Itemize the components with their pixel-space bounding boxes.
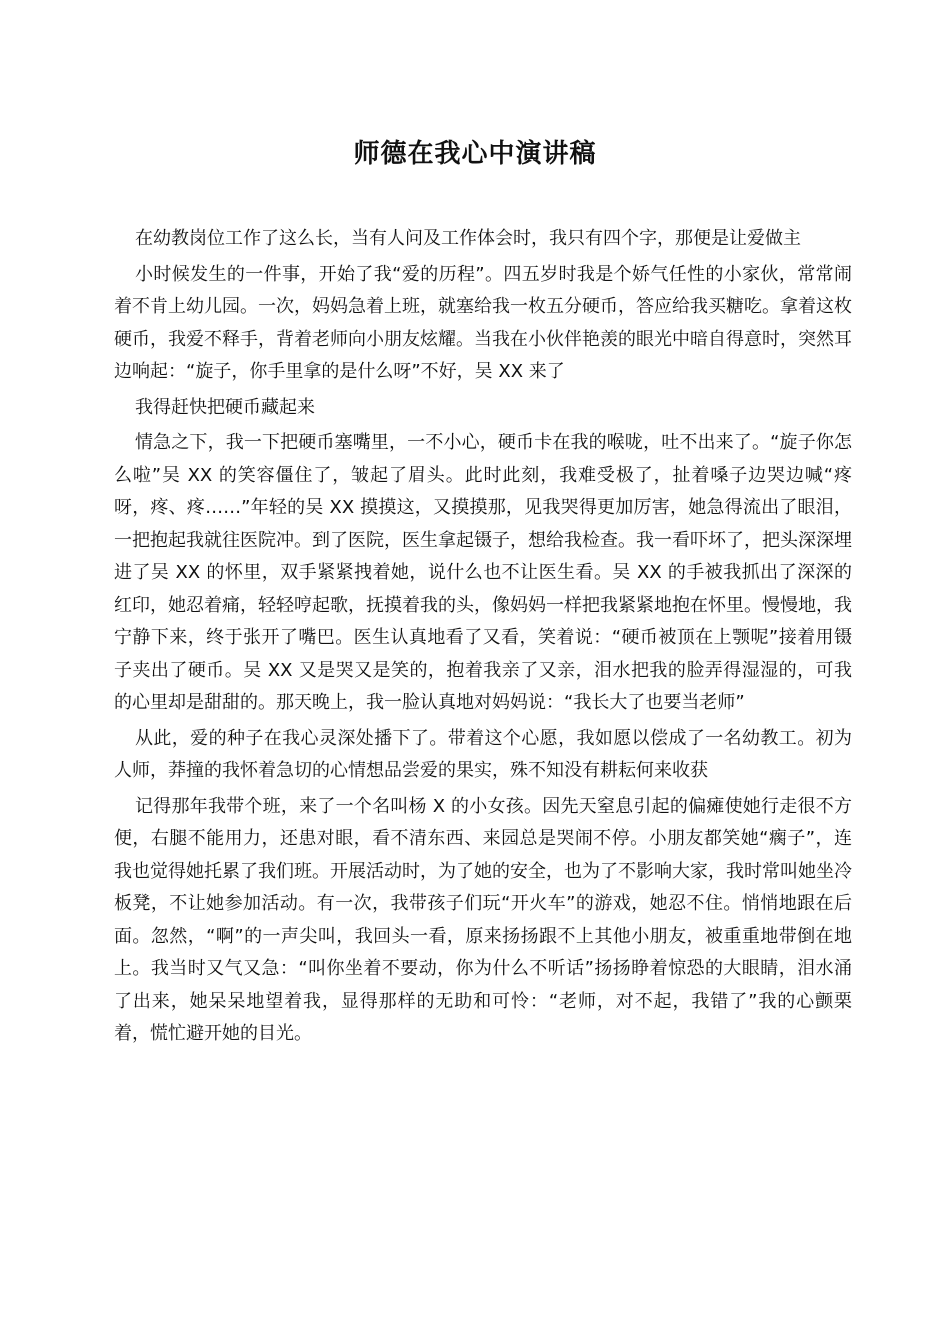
paragraph: 小时候发生的一件事，开始了我“爱的历程”。四五岁时我是个娇气任性的小家伙，常常闹着不肯上幼儿园。一次，妈妈急着上班，就塞给我一枚五分硬币，答应给我买糖吃。拿着这枚硬币，我爱不释手，背着老师向小朋友炫耀。当我在小伙伴艳羡的眼光中暗自得意时，突然耳边响起：“旋子，你手里拿的是什么呀”不好，吴 XX 来了 <box>114 263 852 382</box>
paragraph: 我得赶快把硬币藏起来 <box>135 396 315 418</box>
paragraph: 记得那年我带个班，来了一个名叫杨 X 的小女孩。因先天窒息引起的偏瘫使她行走很不方便，右腿不能用力，还患对眼，看不清东西、来园总是哭闹不停。小朋友都笑她“瘸子”，连我也觉得她托累了我们班。开展活动时，为了她的安全，也为了不影响大家，我时常叫她坐冷板凳，不让她参加活动。有一次，我带孩子们玩“开火车”的游戏，她忍不住。悄悄地跟在后面。忽然，“啊”的一声尖叫，我回头一看，原来扬扬跟不上其他小朋友，被重重地带倒在地上。我当时又气又急：“叫你坐着不要动，你为什么不听话”扬扬睁着惊恐的大眼睛，泪水涌了出来，她呆呆地望着我，显得那样的无助和可怜：“老师，对不起，我错了”我的心颤栗着，慌忙避开她的目光。 <box>114 795 852 1044</box>
paragraph: 从此，爱的种子在我心灵深处播下了。带着这个心愿，我如愿以偿成了一名幼教工。初为人师，莽撞的我怀着急切的心情想品尝爱的果实，殊不知没有耕耘何来收获 <box>114 727 852 781</box>
document-body <box>114 223 852 1054</box>
paragraph: 在幼教岗位工作了这么长，当有人问及工作体会时，我只有四个字，那便是让爱做主 <box>135 228 801 249</box>
page-title: 师德在我心中演讲稿 <box>353 139 597 169</box>
paragraph: 情急之下，我一下把硬币塞嘴里，一不小心，硬币卡在我的喉咙，吐不出来了。“旋子你怎么啦”吴 XX 的笑容僵住了，皱起了眉头。此时此刻，我难受极了，扯着嗓子边哭边喊“疼呀，疼、疼……”年轻的吴 XX 摸摸这，又摸摸那，见我哭得更加厉害，她急得流出了眼泪，一把抱起我就往医院冲。到了医院，医生拿起镊子，想给我检查。我一看吓坏了，把头深深埋进了吴 XX 的怀里，双手紧紧拽着她，说什么也不让医生看。吴 XX 的手被我抓出了深深的红印，她忍着痛，轻轻哼起歌，抚摸着我的头，像妈妈一样把我紧紧地抱在怀里。慢慢地，我宁静下来，终于张开了嘴巴。医生认真地看了又看，笑着说：“硬币被顶在上颚呢”接着用镊子夹出了硬币。吴 XX 又是哭又是笑的，抱着我亲了又亲，泪水把我的脸弄得湿湿的，可我的心里却是甜甜的。那天晚上，我一脸认真地对妈妈说：“我长大了也要当老师” <box>114 432 852 713</box>
